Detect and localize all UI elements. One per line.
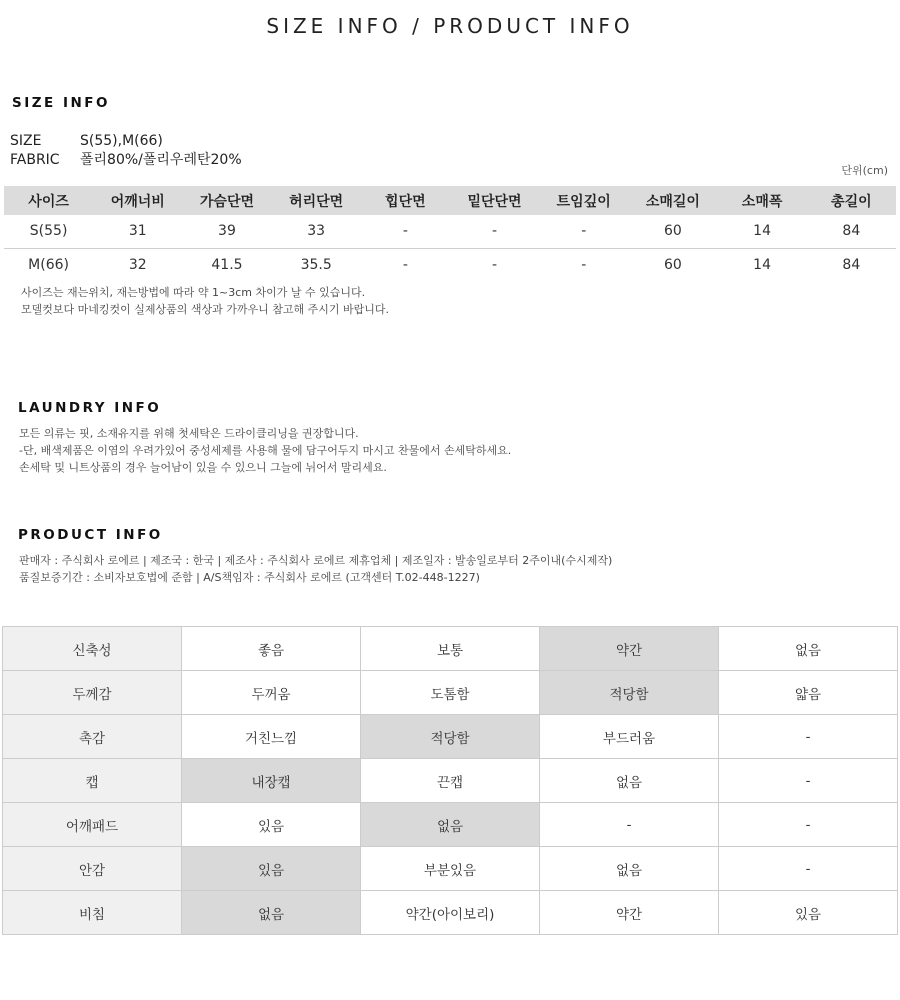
fabric-option: 없음 xyxy=(540,847,719,891)
spec-fabric-line xyxy=(10,149,242,169)
fabric-table-row xyxy=(3,715,898,759)
size-notes xyxy=(21,284,389,318)
spec-fabric-label: FABRIC xyxy=(10,152,60,168)
fabric-option: 있음 xyxy=(182,803,361,847)
size-table-cell: 60 xyxy=(663,256,682,273)
fabric-option: 부분있음 xyxy=(361,847,540,891)
spec-size-label: SIZE xyxy=(10,133,42,149)
size-note-line: 모델컷보다 마네킹컷이 실제상품의 색상과 가까우니 참고해 주시기 바랍니다. xyxy=(21,303,390,316)
fabric-table-row xyxy=(3,891,898,935)
fabric-option: 보통 xyxy=(361,627,540,671)
size-table-cell: 84 xyxy=(842,256,861,273)
size-table-cell: 84 xyxy=(807,215,896,248)
fabric-option: - xyxy=(719,803,898,847)
fabric-property-label: 비침 xyxy=(3,891,182,935)
fabric-table-row xyxy=(3,759,898,803)
size-info-heading: SIZE INFO xyxy=(12,95,110,111)
size-table-header-cell: 트임깊이 xyxy=(539,186,628,215)
size-table-header-cell: 허리단면 xyxy=(272,186,361,215)
fabric-option-selected: 내장캡 xyxy=(182,759,361,803)
laundry-note-line: -단, 배색제품은 이염의 우려가있어 중성세제를 사용해 물에 담구어두지 마시고 찬물에서 손세탁하세요. xyxy=(19,444,512,457)
size-table-row xyxy=(4,215,896,248)
page-title: SIZE INFO / PRODUCT INFO xyxy=(266,14,634,38)
fabric-table-row xyxy=(3,803,898,847)
size-table-header-cell: 힙단면 xyxy=(361,186,450,215)
fabric-option: - xyxy=(719,847,898,891)
fabric-property-table xyxy=(2,626,898,935)
fabric-property-label: 안감 xyxy=(3,847,182,891)
size-table-cell: 31 xyxy=(93,215,182,248)
size-table-header-cell: 사이즈 xyxy=(4,186,93,215)
size-table-cell: 14 xyxy=(753,256,771,273)
size-table-cell: M(66) xyxy=(28,256,69,273)
fabric-option: 거친느낌 xyxy=(182,715,361,759)
spec-size-value: S(55),M(66) xyxy=(80,133,163,149)
size-table-header-cell: 소매길이 xyxy=(628,186,717,215)
fabric-table-row xyxy=(3,627,898,671)
fabric-property-label: 신축성 xyxy=(3,627,182,671)
fabric-option: - xyxy=(719,759,898,803)
size-table-cell: 14 xyxy=(718,215,807,248)
fabric-property-label: 어깨패드 xyxy=(3,803,182,847)
fabric-option: 있음 xyxy=(719,891,898,935)
spec-size-line xyxy=(10,133,163,149)
size-table-header-cell: 소매폭 xyxy=(718,186,807,215)
product-info-heading: PRODUCT INFO xyxy=(18,527,163,543)
size-table xyxy=(4,186,896,281)
fabric-option: - xyxy=(719,715,898,759)
size-table-header-cell: 어깨너비 xyxy=(93,186,182,215)
fabric-option: - xyxy=(540,803,719,847)
size-table-cell: - xyxy=(581,256,587,273)
laundry-note-line: 모든 의류는 핏, 소재유지를 위해 첫세탁은 드라이클리닝을 권장합니다. xyxy=(19,427,359,440)
fabric-option: 얇음 xyxy=(719,671,898,715)
laundry-info-heading: LAUNDRY INFO xyxy=(18,400,162,416)
size-table-header-cell: 밑단단면 xyxy=(450,186,539,215)
product-notes xyxy=(19,552,612,586)
fabric-option-selected: 약간 xyxy=(540,627,719,671)
unit-note: 단위(cm) xyxy=(841,164,888,177)
fabric-option-selected: 없음 xyxy=(361,803,540,847)
fabric-option: 약간(아이보리) xyxy=(361,891,540,935)
fabric-property-label: 캡 xyxy=(3,759,182,803)
spec-fabric-value: 폴리80%/폴리우레탄20% xyxy=(80,152,242,168)
size-table-cell: - xyxy=(450,215,539,248)
size-table-cell: 33 xyxy=(272,215,361,248)
fabric-option: 두꺼움 xyxy=(182,671,361,715)
size-table-header-cell: 가슴단면 xyxy=(182,186,271,215)
fabric-option: 약간 xyxy=(540,891,719,935)
product-note-line: 판매자 : 주식회사 로에르 | 제조국 : 한국 | 제조사 : 주식회사 로에르 제휴업체 | 제조일자 : 발송일로부터 2주이내(수시제작) xyxy=(19,554,613,567)
fabric-option-selected: 적당함 xyxy=(540,671,719,715)
fabric-option-selected: 있음 xyxy=(182,847,361,891)
fabric-table-row xyxy=(3,671,898,715)
laundry-notes xyxy=(19,425,511,476)
fabric-option: 없음 xyxy=(719,627,898,671)
size-table-cell: - xyxy=(539,215,628,248)
size-note-line: 사이즈는 재는위치, 재는방법에 따라 약 1~3cm 차이가 날 수 있습니다. xyxy=(21,286,366,299)
size-table-cell: - xyxy=(402,256,408,273)
size-table-header-cell: 총길이 xyxy=(807,186,896,215)
fabric-option-selected: 적당함 xyxy=(361,715,540,759)
size-table-header-row xyxy=(4,186,896,215)
size-table-cell: 32 xyxy=(128,256,147,273)
fabric-option: 도톰함 xyxy=(361,671,540,715)
size-table-cell: - xyxy=(361,215,450,248)
fabric-option: 없음 xyxy=(540,759,719,803)
size-table-cell: 35.5 xyxy=(300,256,332,273)
fabric-option: 끈캡 xyxy=(361,759,540,803)
fabric-option: 좋음 xyxy=(182,627,361,671)
size-table-cell: 39 xyxy=(182,215,271,248)
product-note-line: 품질보증기간 : 소비자보호법에 준함 | A/S책임자 : 주식회사 로에르 (고객센터 T.02-448-1227) xyxy=(19,571,480,584)
size-table-cell: - xyxy=(492,256,498,273)
size-table-cell: S(55) xyxy=(4,215,93,248)
fabric-option-selected: 없음 xyxy=(182,891,361,935)
fabric-property-label: 촉감 xyxy=(3,715,182,759)
size-table-cell: 60 xyxy=(628,215,717,248)
size-table-row xyxy=(4,248,896,281)
fabric-option: 부드러움 xyxy=(540,715,719,759)
fabric-property-label: 두께감 xyxy=(3,671,182,715)
laundry-note-line: 손세탁 및 니트상품의 경우 늘어남이 있을 수 있으니 그늘에 뉘어서 말리세요. xyxy=(19,461,387,474)
fabric-table-row xyxy=(3,847,898,891)
size-table-cell: 41.5 xyxy=(211,256,243,273)
